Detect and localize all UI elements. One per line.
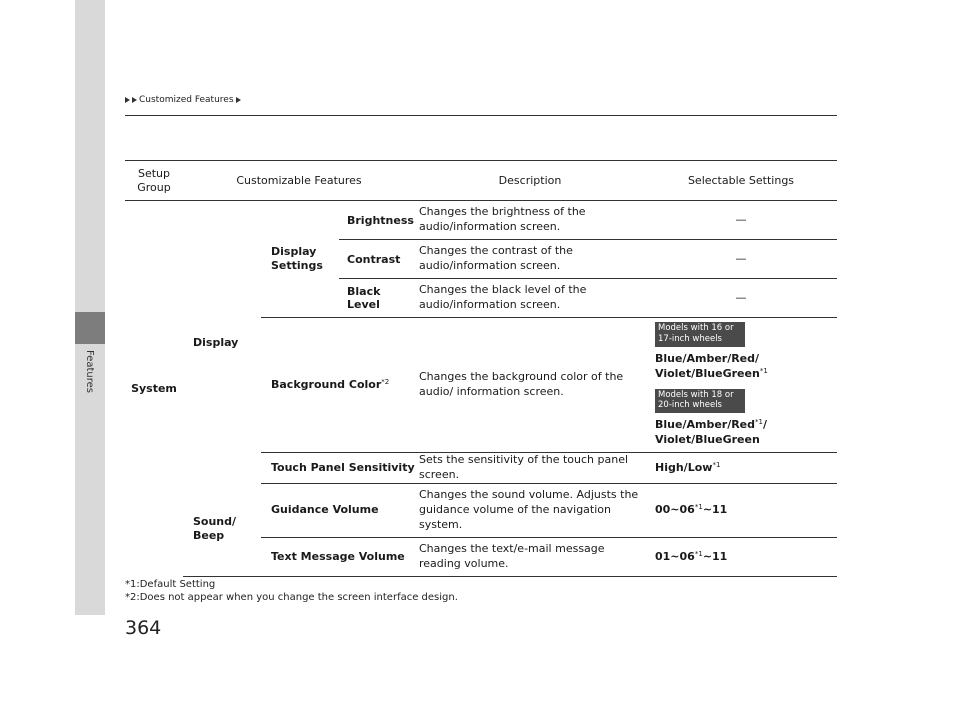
feature-background-color: Background Color$^{*2}$ [271,377,390,391]
side-tab [75,0,105,615]
breadcrumb-arrow-icon [236,97,241,103]
header-selectable-settings: Selectable Settings [645,161,837,201]
footnotes [125,578,458,604]
breadcrumb-arrow-icon [125,97,130,103]
feature-contrast: Contrast [339,240,415,279]
side-tab-marker [75,312,105,344]
setting-contrast: — [645,240,837,279]
table-row [125,483,837,537]
desc-text-message-volume: Changes the text/e-mail message reading volume. [415,537,645,576]
feature-guidance-volume: Guidance Volume [261,483,415,537]
model-badge: Models with 16 or 17-inch wheels [655,322,745,346]
page-number: 364 [125,617,162,639]
feature-black-level: Black Level [339,279,415,318]
header-description: Description [415,161,645,201]
setting-guidance-volume: 00~06$^{*1}$~11 [645,483,837,537]
desc-contrast: Changes the contrast of the audio/information screen. [415,240,645,279]
side-tab-label: Features [84,350,95,393]
setting-brightness: — [645,201,837,240]
group-display-settings: Display Settings [261,201,339,318]
desc-background-color: Changes the background color of the audio/ information screen. [419,370,624,398]
setting-touch-panel: High/Low$^{*1}$ [645,453,837,484]
header-divider [125,115,837,116]
group-system: System [131,382,177,396]
footnote-interface-design: *2:Does not appear when you change the screen interface design. [125,592,458,603]
setting-black-level: — [645,279,837,318]
header-customizable-features: Customizable Features [183,161,415,201]
feature-touch-panel: Touch Panel Sensitivity [261,453,415,484]
footnote-default-setting: *1:Default Setting [125,579,216,590]
model-badge: Models with 18 or 20-inch wheels [655,389,745,413]
settings-table [125,160,837,577]
breadcrumb-link[interactable]: Customized Features [139,95,234,105]
breadcrumb-arrow-icon [132,97,137,103]
desc-brightness: Changes the brightness of the audio/information screen. [415,201,645,240]
setting-text-message-volume: 01~06$^{*1}$~11 [645,537,837,576]
desc-touch-panel: Sets the sensitivity of the touch panel screen. [415,453,645,484]
group-sound-beep: Sound/ Beep [183,483,261,576]
desc-black-level: Changes the black level of the audio/information screen. [415,279,645,318]
feature-text-message-volume: Text Message Volume [261,537,415,576]
desc-guidance-volume: Changes the sound volume. Adjusts the guidance volume of the navigation system. [415,483,645,537]
header-setup-group: Setup Group [125,161,183,201]
feature-brightness: Brightness [339,201,415,240]
breadcrumb [125,95,241,105]
group-display: Display [193,335,239,349]
table-row [125,201,837,240]
setting-background-color: Models with 16 or 17-inch wheels Blue/Amber/Red/ Violet/BlueGreen$^{*1}$ Models with 18 or 20-inch wheels Blue/Amber/Red$^{*1}$/ Violet/BlueGreen [655,323,768,447]
table-header-row [125,161,837,201]
